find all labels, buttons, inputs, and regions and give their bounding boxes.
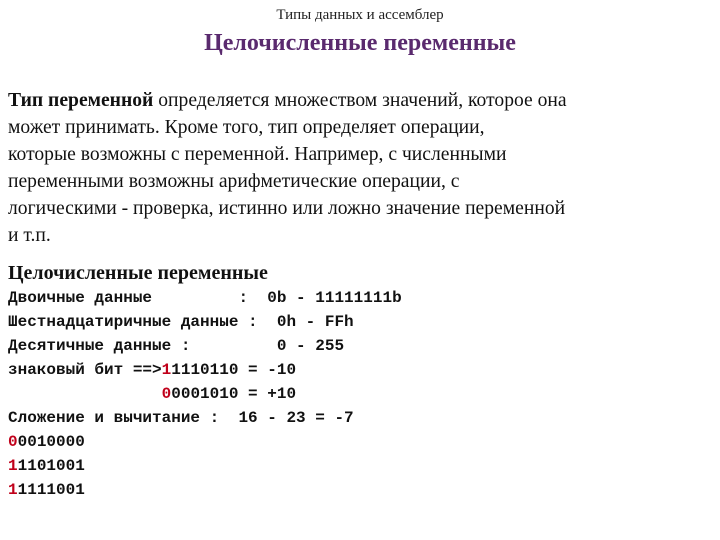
sign-bit-highlight: 0 (8, 433, 18, 451)
binary-digits: 0010000 (17, 433, 85, 451)
paragraph-lead: Тип переменной (8, 90, 154, 111)
paragraph-line-1: определяется множеством значений, которое она (153, 90, 567, 111)
paragraph-line-6: и т.п. (8, 225, 51, 246)
sign-bit-highlight: 1 (161, 361, 172, 379)
binary-operand-1 (8, 430, 85, 454)
paragraph-line-4: переменными возможны арифметические операции, с (8, 171, 460, 192)
sign-bit-row-positive (8, 382, 296, 406)
sign-bit-indent (8, 385, 162, 403)
sign-bit-row-negative (8, 358, 296, 382)
paragraph-line-5: логическими - проверка, истинно или ложно значение переменной (8, 198, 566, 219)
description-paragraph (8, 87, 713, 249)
paragraph-line-3: которые возможны с переменной. Например, с численными (8, 144, 507, 165)
add-sub-row: Сложение и вычитание : 16 - 23 = -7 (8, 409, 354, 427)
decimal-range-row: Десятичные данные : 0 - 255 (8, 337, 345, 355)
binary-digits: 1101001 (17, 457, 85, 475)
sign-bit-highlight: 1 (8, 457, 18, 475)
binary-result (8, 478, 85, 502)
binary-range-row: Двоичные данные : 0b - 11111111b (8, 289, 402, 307)
sign-bit-value: 1110110 = -10 (171, 361, 297, 379)
sign-bit-label: знаковый бит ==> (8, 361, 162, 379)
sign-bit-highlight: 0 (161, 385, 172, 403)
section-subtitle: Целочисленные переменные (8, 262, 268, 284)
binary-digits: 1111001 (17, 481, 85, 499)
sign-bit-highlight: 1 (8, 481, 18, 499)
slide-header: Типы данных и ассемблер (276, 7, 444, 23)
hex-range-row: Шестнадцатиричные данные : 0h - FFh (8, 313, 354, 331)
paragraph-line-2: может принимать. Кроме того, тип определяет операции, (8, 117, 485, 138)
sign-bit-value: 0001010 = +10 (171, 385, 297, 403)
binary-operand-2 (8, 454, 85, 478)
slide-title: Целочисленные переменные (204, 30, 516, 56)
